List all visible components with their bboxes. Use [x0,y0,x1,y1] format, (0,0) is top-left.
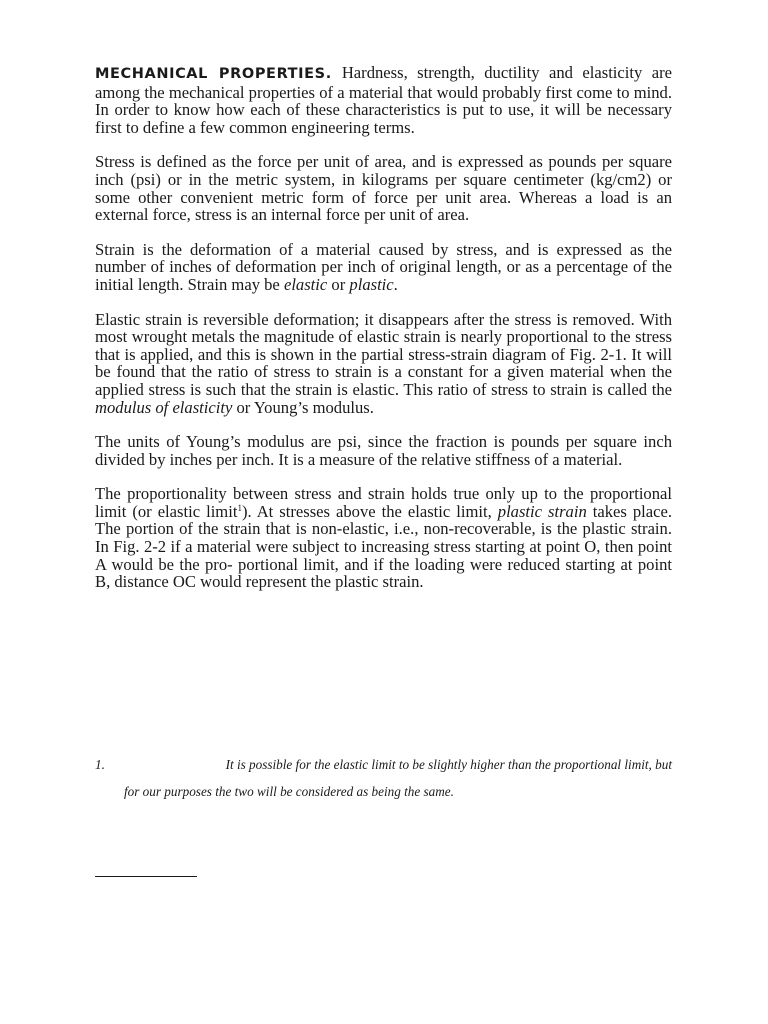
footnote [95,751,672,805]
emphasis-plastic: plastic [349,274,394,294]
footnote-reference: 1 [237,502,242,513]
section-heading: MECHANICAL PROPERTIES. [95,66,332,82]
paragraph-text: Strain is the deformation of a material caused by stress, and is expressed as the number of inches of deformation per inch of original length, or as a percentage of the initial length. Strain may be [95,239,672,294]
paragraph-text: takes place. The portion of the strain that is non-elastic, i.e., non-recoverable, is the plastic strain. In Fig. 2-2 if a material were subject to increasing stress starting at point O, then point A would be the pro- portional limit, and if the loading were reduced starting at point B, distance OC would represent the plastic strain. [95,501,672,592]
paragraph-elastic-strain [95,311,672,417]
paragraph-text: Stress is defined as the force per unit of area, and is expressed as pounds per square inch (psi) or in the metric system, in kilograms per square centimeter (kg/cm2) or some other convenient metric form of force per unit area. Whereas a load is an external force, stress is an internal force per unit of area. [95,152,672,225]
footnote-number: 1. [95,757,105,772]
emphasis-elastic: elastic [283,274,328,294]
footnote-line-2: for our purposes the two will be considered as being the same. [124,784,454,799]
footnote-separator-rule [95,876,197,877]
emphasis-plastic-strain: plastic strain [497,501,587,521]
paragraph-strain [95,241,672,294]
document-body [95,64,672,608]
paragraph-text: or [327,274,350,294]
paragraph-mechanical-properties [95,64,672,136]
paragraph-youngs-modulus-units [95,433,672,468]
paragraph-text: The proportionality between stress and strain holds true only up to the proportional limit (or elastic limit [95,484,672,521]
footnote-line-1 [95,751,672,778]
paragraph-text: Hardness, strength, ductility and elasticity are among the mechanical properties of a material that would probably first come to mind. In order to know how each of these characteristics is put to use, it will be necessary first to define a few common engineering terms. [95,63,672,137]
paragraph-proportional-limit [95,485,672,591]
paragraph-text: . [393,274,398,294]
paragraph-text: or Young’s modulus. [232,397,374,417]
footnote-text: It is possible for the elastic limit to be slightly higher than the proportional limit, but [225,757,672,772]
paragraph-stress [95,153,672,223]
paragraph-text: Elastic strain is reversible deformation; it disappears after the stress is removed. With most wrought metals the magnitude of elastic strain is nearly proportional to the stress that is applied, and this is shown in the partial stress-strain diagram of Fig. 2-1. It will be found that the ratio of stress to strain is a constant for a given material when the applied stress is such that the strain is elastic. This ratio of stress to strain is called the [95,309,672,399]
paragraph-text: The units of Young’s modulus are psi, since the fraction is pounds per square inch divided by inches per inch. It is a measure of the relative stiffness of a material. [95,432,672,469]
paragraph-text: ). At stresses above the elastic limit, [241,501,498,521]
emphasis-modulus-of-elasticity: modulus of elasticity [95,397,233,417]
